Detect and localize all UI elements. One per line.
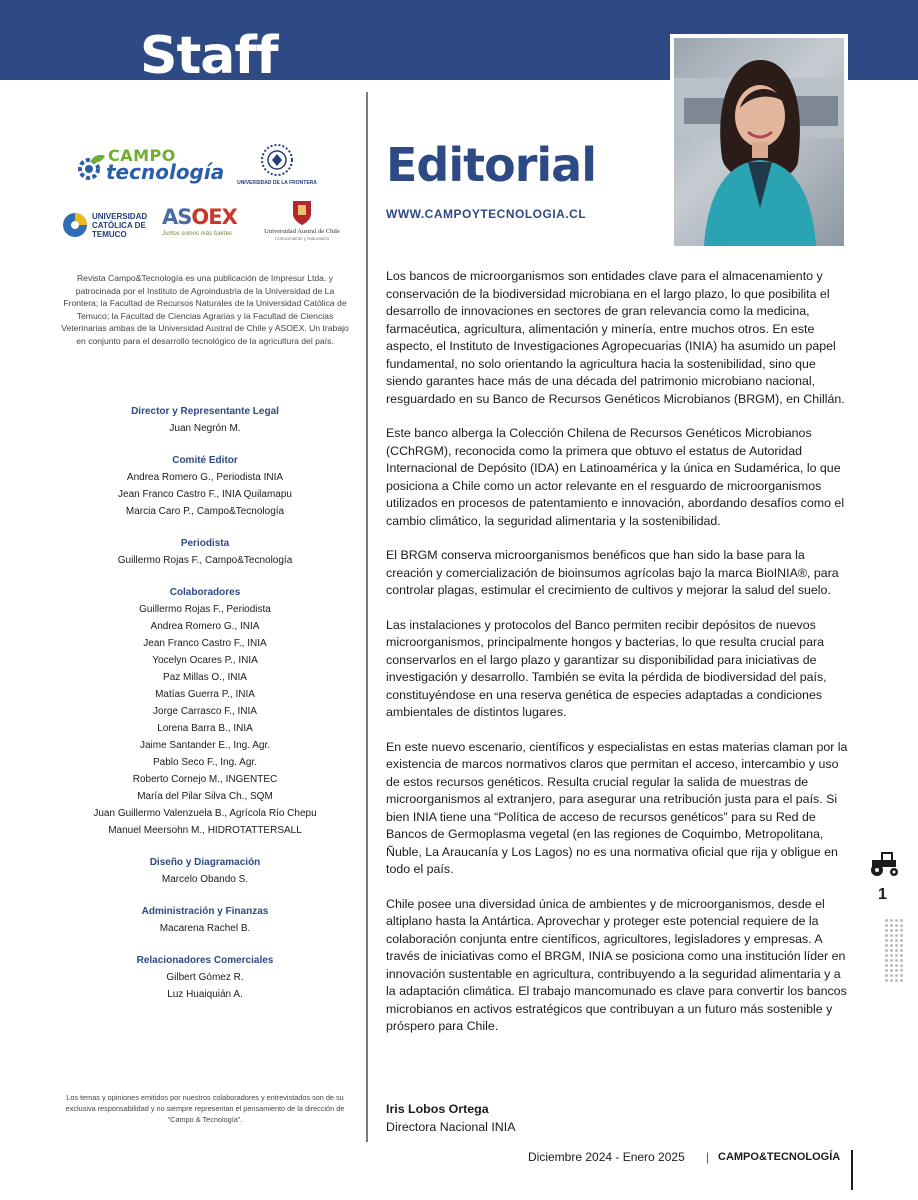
editorial-body (386, 268, 848, 1036)
issue-date: Diciembre 2024 - Enero 2025 (528, 1150, 685, 1164)
campo-logo-line2: tecnología (106, 160, 225, 184)
tractor-icon (868, 850, 902, 878)
credit-name: Juan Negrón M. (169, 423, 241, 434)
credit-group (50, 585, 360, 839)
credit-name: Gilbert Gómez R. (166, 972, 244, 983)
editorial-paragraph: El BRGM conserva microorganismos benéficos que han sido la base para la creación y comercialización de bioinsumos agrícolas bajo la marca BioINIA®, para controlar plagas, estimular el crecimiento de cultivos y mejorar la salud del suelo. (386, 548, 839, 597)
uct-logo (62, 210, 158, 246)
uach-logo (256, 200, 348, 246)
footer-brand: CAMPO&TECNOLOGÍA (718, 1151, 841, 1163)
credit-name: Juan Guillermo Valenzuela B., Agrícola Río Chepu (93, 808, 317, 819)
column-divider (366, 92, 368, 1142)
uct-caption-line2: CATÓLICA DE (92, 221, 146, 230)
author-photo (670, 34, 848, 250)
publication-intro: Revista Campo&Tecnología es una publicación de Impresur Ltda. y patrocinada por el Instituto de Agroindustria de la Universidad de La Frontera; la Facultad de Recursos Naturales de la Universidad Católica de Temuco; la Facultad de Ciencias Agrarias y la Facultad de Ciencias Veterinarias ambas de la Universidad Austral de Chile y ASOEX. Un trabajo en conjunto para el desarrollo tecnológico de la agricultura del país. (61, 273, 349, 346)
footer-rule (851, 1150, 853, 1190)
credit-name: Macarena Rachel B. (159, 923, 251, 934)
editorial-paragraph: Las instalaciones y protocolos del Banco permiten recibir depósitos de nuevos microorganismos, principalmente hongos y bacterias, lo que resulta crucial para conservarlos en el largo plazo y garantizar su disponibilidad para iniciativas de investigación y desarrollo. También se evita la pérdida de biodiversidad del país, constituyéndose en una reserva genética de especies adaptadas a condiciones ambientales de distintos lugares. (386, 617, 827, 719)
ufro-emblem-icon (260, 142, 294, 178)
credit-name: María del Pilar Silva Ch., SQM (137, 791, 273, 802)
credit-role: Comité Editor (172, 455, 238, 466)
footer-separator: | (706, 1150, 710, 1164)
credit-name: Paz Millas O., INIA (163, 672, 247, 683)
credit-name: Jaime Santander E., Ing. Agr. (139, 740, 271, 751)
editorial-paragraph: En este nuevo escenario, científicos y especialistas en estas materias claman por la existencia de marcos normativos claros que permitan el acceso, intercambio y uso de estos recursos genéticos. Resulta crucial regular la salida de muestras de microorganismos al extranjero, para asegurar una retribución justa para el país. Si bien INIA tiene una “Política de acceso de recursos genéticos” para su Red de Bancos de Germoplasma vegetal (en las regiones de Coquimbo, Metropolitana, Ñuble, La Araucanía y Los Lagos) no es una normativa oficial que rija y obligue en todo el país. (386, 739, 848, 876)
editorial-title: Editorial (386, 138, 596, 192)
credit-name: Marcelo Obando S. (161, 874, 249, 885)
credit-name: Luz Huaiquián A. (167, 989, 243, 1000)
credit-name: Marcia Caro P., Campo&Tecnología (125, 506, 285, 517)
credit-name: Yocelyn Ocares P., INIA (152, 655, 258, 666)
asoex-logo: ASOEX Juntos somos más fuertes (162, 205, 244, 247)
credit-role: Periodista (180, 538, 230, 549)
credit-name: Andrea Romero G., INIA (150, 621, 260, 632)
uct-caption-line1: UNIVERSIDAD (92, 212, 148, 221)
credit-name: Jean Franco Castro F., INIA (143, 638, 267, 649)
credit-group (50, 404, 360, 437)
ufro-logo (232, 140, 322, 190)
disclaimer: Los temas y opiniones emitidos por nuestros colaboradores y entrevistados son de su exclusiva responsabilidad y no siempre representan el pensamiento de la dirección de “Campo & Tecnología”. (65, 1093, 345, 1124)
asoex-tagline: Juntos somos más fuertes (162, 231, 233, 237)
editorial-paragraph: Chile posee una diversidad única de ambientes y de microorganismos, desde el altiplano hasta la Antártica. Aprovechar y proteger este potencial requiere de la colaboración conjunta entre científicos, agricultores, legisladores y empresas. A través de iniciativas como el BRGM, INIA se posiciona como una institución líder en innovación sustentable en agricultura, contribuyendo a la seguridad alimentaria y a la adaptación climática. El trabajo mancomunado es clave para convertir los bancos microbianos en activos estratégicos que contribuyan a un futuro más sostenible y próspero para Chile. (386, 896, 847, 1033)
credit-role: Diseño y Diagramación (149, 857, 261, 868)
uach-crest-icon (292, 200, 312, 226)
credit-name: Roberto Cornejo M., INGENTEC (132, 774, 278, 785)
credit-name: Guillermo Rojas F., Campo&Tecnología (117, 555, 293, 566)
gear-leaf-icon (76, 152, 106, 182)
uach-caption: Universidad Austral de Chile (264, 228, 340, 235)
credit-name: Lorena Barra B., INIA (157, 723, 253, 734)
credit-name: Pablo Seco F., Ing. Agr. (153, 757, 257, 768)
signature-name: Iris Lobos Ortega (386, 1102, 489, 1116)
credit-group (50, 904, 360, 937)
credit-group (50, 953, 360, 1003)
credit-role: Colaboradores (169, 587, 241, 598)
campo-logo-line1: CAMPO (108, 146, 176, 165)
credit-name: Jorge Carrasco F., INIA (153, 706, 257, 717)
uach-subcaption: Conocimiento y Naturaleza (274, 236, 330, 241)
uct-shield-icon (62, 210, 88, 240)
credit-group (50, 855, 360, 888)
credit-name: Jean Franco Castro F., INIA Quilamapu (118, 489, 292, 500)
credit-role: Director y Representante Legal (131, 406, 279, 417)
page-number: 1 (878, 886, 887, 903)
credit-role: Administración y Finanzas (141, 906, 269, 917)
portrait-illustration (674, 38, 844, 246)
staff-title: Staff (140, 26, 278, 86)
staff-credits (50, 404, 360, 1019)
credit-name: Manuel Meersohn M., HIDROTATTERSALL (108, 825, 302, 836)
signature-role: Directora Nacional INIA (386, 1120, 516, 1134)
credit-group (50, 536, 360, 569)
ufro-caption: UNIVERSIDAD DE LA FRONTERA (237, 180, 317, 186)
decorative-dots (884, 918, 904, 984)
credit-name: Matías Guerra P., INIA (155, 689, 255, 700)
uct-caption-line3: TEMUCO (92, 230, 127, 239)
credit-role: Relacionadores Comerciales (136, 955, 274, 966)
website-link[interactable]: WWW.CAMPOYTECNOLOGIA.CL (386, 207, 587, 221)
credit-name: Guillermo Rojas F., Periodista (139, 604, 271, 615)
campo-tecnologia-logo (76, 146, 226, 190)
editorial-paragraph: Los bancos de microorganismos son entidades clave para el almacenamiento y conservación de la biodiversidad microbiana en el largo plazo, lo que posibilita el desarrollo de innovaciones en sectores de gran relevancia como la medicina, farmacéutica, agricultura, alimentación y minería, entre muchos otros. En este aspecto, el Instituto de Investigaciones Agropecuarias (INIA) ha asumido un papel fundamental, no solo orientando la agricultura hacia la sostenibilidad, sino que siendo garantes hace más de una década del patrimonio microbiano nacional, resguardado en su Banco de Recursos Genéticos Microbianos (BRGM), en Chillán. (386, 269, 845, 406)
credit-name: Andrea Romero G., Periodista INIA (126, 472, 284, 483)
editorial-paragraph: Este banco alberga la Colección Chilena de Recursos Genéticos Microbianos (CChRGM), reconocida como la primera que obtuvo el estatus de Autoridad Internacional de Depósito (IDA) en Latinoamérica y la única en Sudamérica, lo que posiciona a Chile como un actor relevante en el resguardo de microorganismos utilizados en procesos de patentamiento e innovación, abordando desafíos como el cambio climático, la seguridad alimentaria y la sostenibilidad. (386, 426, 845, 528)
credit-group (50, 453, 360, 520)
